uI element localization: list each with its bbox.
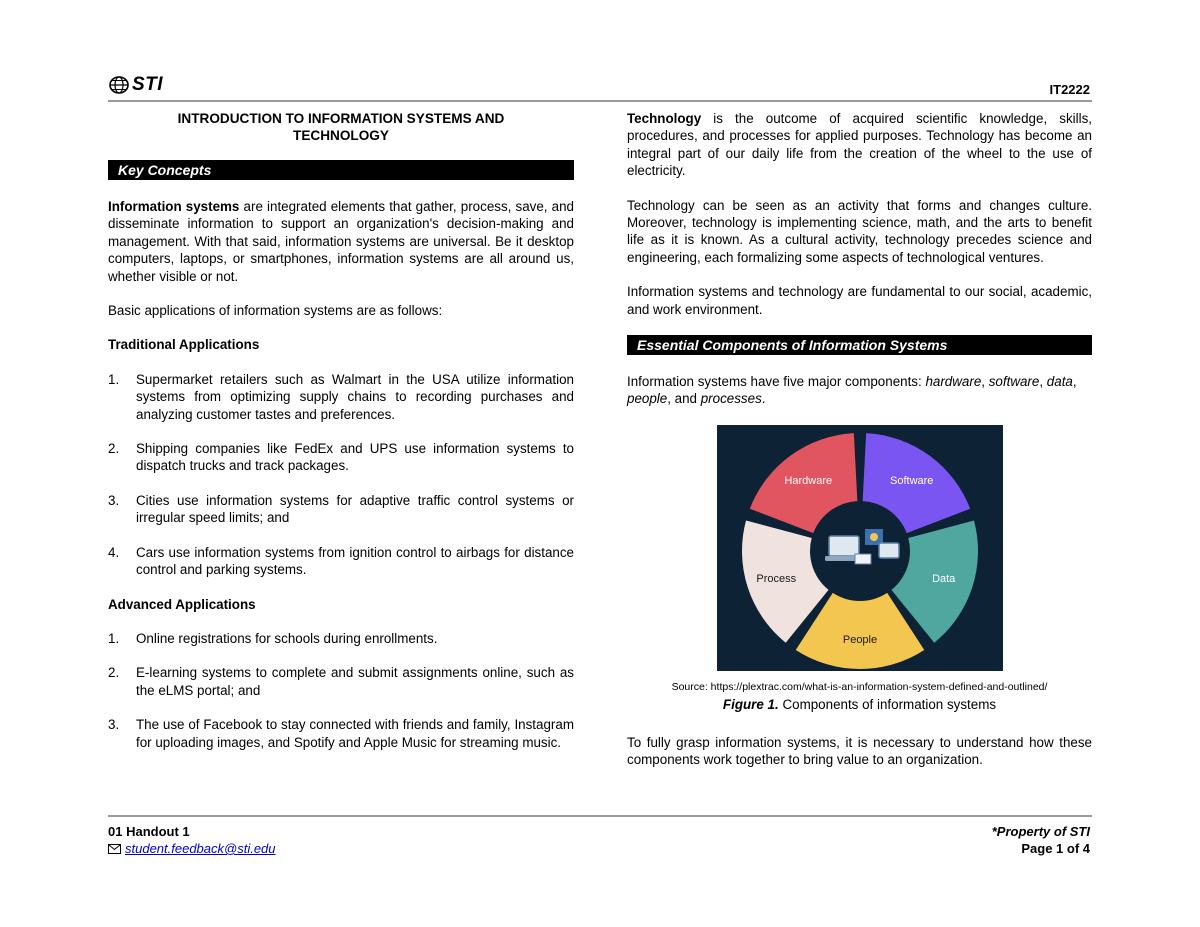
left-column xyxy=(108,110,574,768)
advanced-list xyxy=(108,630,574,751)
paragraph-basic-applications: Basic applications of information systems are as follows: xyxy=(108,303,443,319)
paragraph-information-systems: Information systems are integrated elements that gather, process, save, and disseminate information to support an organization's decision-making and management. With that said, information systems are universal. Be it desktop computers, laptops, or smartphones, information systems are all around us, whether visible or not. xyxy=(108,199,574,284)
footer-right xyxy=(992,823,1090,857)
page-number: Page 1 of 4 xyxy=(1021,841,1090,856)
footer-left xyxy=(108,823,276,857)
feedback-email-link[interactable]: student.feedback@sti.edu xyxy=(125,841,276,856)
label-software: Software xyxy=(889,474,933,487)
label-people: People xyxy=(842,633,877,646)
figure-caption: Figure 1. Components of information systems xyxy=(722,697,997,713)
label-hardware: Hardware xyxy=(783,474,832,487)
paragraph-grasp: To fully grasp information systems, it is necessary to understand how these components work together to bring value to an organization. xyxy=(627,734,1092,768)
label-data: Data xyxy=(931,573,955,586)
figure-source: Source: https://plextrac.com/what-is-an-information-system-defined-and-outlined/ xyxy=(671,680,1048,693)
list-item: 3. Cities use information systems for adaptive traffic control systems or irregular speed limits; and xyxy=(108,492,574,526)
list-item: 4. Cars use information systems from ignition control to airbags for distance control and parking systems. xyxy=(108,544,574,578)
globe-icon xyxy=(108,76,130,94)
section-bar-essential-components: Essential Components of Information Systems xyxy=(627,335,1092,355)
right-column xyxy=(627,110,1092,786)
components-figure xyxy=(717,425,1003,671)
logo-text: STI xyxy=(132,74,164,95)
paragraph-fundamental: Information systems and technology are fundamental to our social, academic, and work environment. xyxy=(627,284,1092,317)
traditional-heading: Traditional Applications xyxy=(108,337,260,353)
label-process: Process xyxy=(755,573,796,586)
footer-rule xyxy=(108,815,1092,817)
list-item: 1. Supermarket retailers such as Walmart in the USA utilize information systems from optimizing supply chains to recording purchases and analyzing customer tastes and preferences. xyxy=(108,371,574,422)
sti-logo xyxy=(108,74,163,96)
list-item: 3. The use of Facebook to stay connected with friends and family, Instagram for uploading images, and Spotify and Apple Music for streaming music. xyxy=(108,717,574,750)
list-item: 2. Shipping companies like FedEx and UPS use information systems to dispatch trucks and track packages. xyxy=(108,441,574,474)
course-code: IT2222 xyxy=(1049,82,1090,97)
header-rule xyxy=(108,100,1092,102)
envelope-icon xyxy=(108,844,121,854)
paragraph-technology-culture: Technology can be seen as an activity that forms and changes culture. Moreover, technology is implementing science, math, and the arts to benefit life as it is known. As a cultural activity, technology precedes science and engineering, each formalizing some aspects of technological ventures. xyxy=(627,197,1092,265)
document-title: INTRODUCTION TO INFORMATION SYSTEMS AND TECHNOLOGY xyxy=(177,111,505,143)
list-item: 2. E-learning systems to complete and submit assignments online, such as the eLMS portal; and xyxy=(108,665,574,698)
advanced-heading: Advanced Applications xyxy=(108,596,256,612)
traditional-list xyxy=(108,371,574,579)
property-label: *Property of STI xyxy=(991,824,1090,839)
paragraph-technology: Technology is the outcome of acquired scientific knowledge, skills, procedures, and processes for applied purposes. Technology has become an integral part of our daily life from the creation of the wheel to the use of electricity. xyxy=(627,111,1092,179)
handout-label: 01 Handout 1 xyxy=(108,824,190,839)
section-bar-key-concepts: Key Concepts xyxy=(108,160,574,180)
paragraph-five-components: Information systems have five major components: hardware, software, data, people, and processes. xyxy=(627,374,1077,407)
list-item: 1. Online registrations for schools during enrollments. xyxy=(108,630,438,646)
